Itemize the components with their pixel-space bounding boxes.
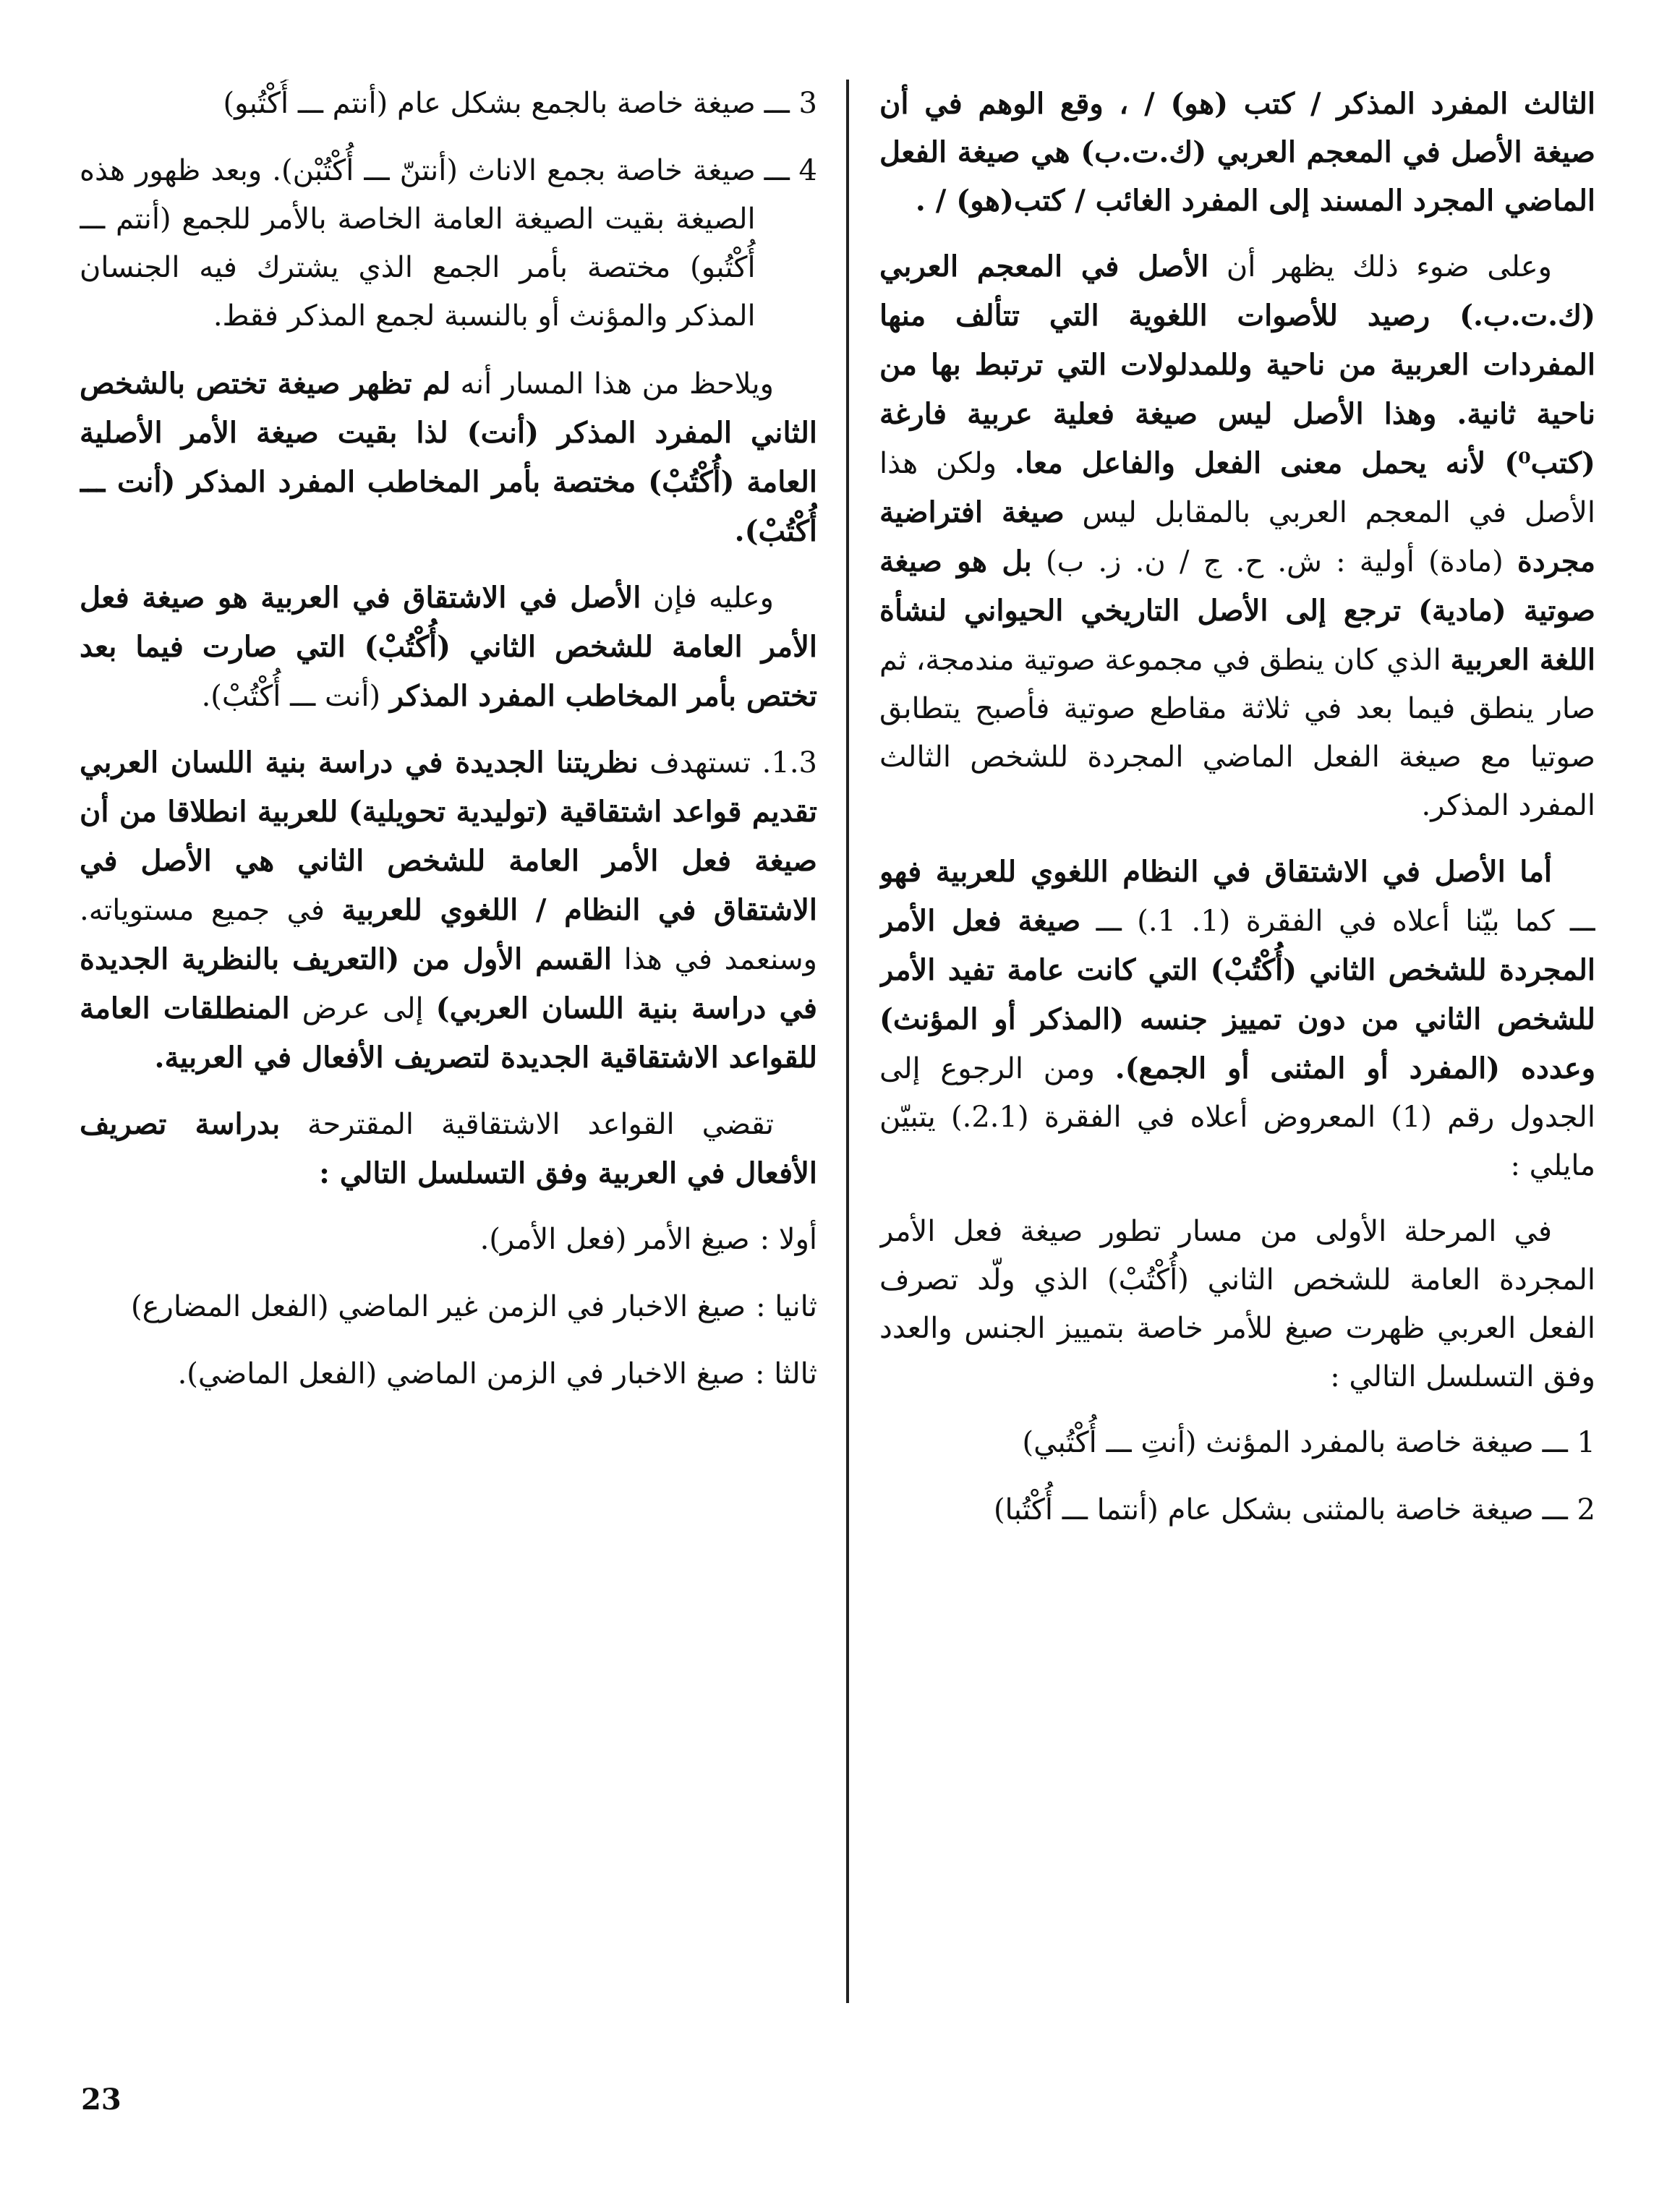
step-text: صيغ الاخبار في الزمن الماضي (الفعل الماضي). xyxy=(177,1357,746,1391)
step-label: ثالثا : xyxy=(755,1357,817,1391)
text-run-bold: القسم الأول من (التعريف بالنظرية الجديدة في دراسة بنية اللسان العربي) xyxy=(80,942,817,1025)
step-item xyxy=(80,1283,817,1331)
text-run: تقضي القواعد الاشتقاقية المقترحة xyxy=(280,1108,774,1141)
list-item-text: صيغة خاصة بالمفرد المؤنث (أنتِ ـــ أُكْتُبي) xyxy=(1022,1426,1534,1459)
list-item xyxy=(80,80,817,128)
step-item xyxy=(80,1350,817,1399)
paragraph xyxy=(879,847,1595,1190)
list-item xyxy=(879,1419,1595,1467)
text-run: الذي كان ينطق في مجموعة صوتية مندمجة، ثم صار ينطق فيما بعد في ثلاثة مقاطع صوتية فأصبح يتطابق صوتيا مع صيغة الفعل الماضي المجردة للشخص الثالث المفرد المذكر. xyxy=(879,644,1595,822)
text-run-bold: بل هو صيغة صوتية (مادية) ترجع إلى الأصل التاريخي الحيواني لنشأة اللغة العربية xyxy=(879,545,1595,677)
list-item-number: 4 ـــ xyxy=(764,154,817,187)
paragraph xyxy=(80,1100,817,1198)
text-run-bold: نظريتنا الجديدة في دراسة بنية اللسان العربي تقديم قواعد اشتقاقية (توليدية تحويلية) للعربية انطلاقا من أن صيغة فعل الأمر العامة للشخص الثاني هي الأصل في الاشتقاق في النظام / اللغوي للعربية xyxy=(80,746,817,927)
step-text: صيغ الاخبار في الزمن غير الماضي (الفعل المضارع) xyxy=(131,1290,746,1323)
paragraph: في المرحلة الأولى من مسار تطور صيغة فعل الأمر المجردة العامة للشخص الثاني (أُكْتُبْ) الذي ولّد تصرف الفعل العربي ظهرت صيغ للأمر خاصة بتمييز الجنس والعدد وفق التسلسل التالي : xyxy=(879,1215,1595,1393)
text-run: ومن الرجوع إلى الجدول رقم (1) المعروض أعلاه في الفقرة (2.1.) يتبيّن مايلي : xyxy=(879,1052,1595,1182)
right-column xyxy=(879,80,1595,2032)
text-run: وعليه فإن xyxy=(641,581,774,615)
text-run: ـــ كما بيّنا أعلاه في الفقرة (1. 1.) ـــ xyxy=(1080,905,1595,938)
text-run: (أنت ـــ أُكْتُبْ). xyxy=(201,680,390,713)
step-label: ثانيا : xyxy=(756,1290,817,1323)
list-item xyxy=(80,147,817,341)
paragraph xyxy=(80,573,817,721)
list-item-number: 1 ـــ xyxy=(1542,1426,1595,1459)
text-run: ويلاحظ من هذا المسار أنه xyxy=(451,367,775,401)
text-run-bold: (ك.ت.ب.) رصيد للأصوات اللغوية التي تتألف منها المفردات العربية من ناحية وللمدلولات التي ترتبط بها من ناحية ثانية. وهذا الأصل ليس صيغة فعلية عربية فارغة (كتب⁰) لأنه يحمل معنى الفعل والفاعل معا. xyxy=(879,299,1595,480)
text-run-bold: صيغة افتراضية مجردة xyxy=(879,495,1595,578)
paragraph xyxy=(879,242,1595,830)
left-column xyxy=(80,80,817,2025)
step-item xyxy=(80,1216,817,1264)
text-run-bold: الأصل في الاشتقاق في العربية هو صيغة فعل الأمر العامة للشخص الثاني (أُكْتُبْ) التي صارت فيما بعد تختص بأمر المخاطب المفرد المذكر xyxy=(80,581,817,713)
list-item-text: صيغة خاصة بجمع الاناث (أنتنّ ـــ أُكْتُبْن). وبعد ظهور هذه الصيغة بقيت الصيغة العامة الخاصة بالأمر للجمع (أنتم ـــ أُكْتُبو) مختصة بأمر الجمع الذي يشترك فيه الجنسان المذكر والمؤنث أو بالنسبة لجمع المذكر فقط. xyxy=(80,154,756,333)
text-run: وعلى ضوء ذلك يظهر أن xyxy=(1208,250,1552,283)
section-paragraph xyxy=(80,738,817,1083)
text-run-bold: أما الأصل في الاشتقاق في النظام اللغوي للعربية فهو xyxy=(879,855,1552,889)
list-item-text: صيغة خاصة بالمثنى بشكل عام (أنتما ـــ أُكْتُبا) xyxy=(993,1493,1534,1527)
list-item-number: 2 ـــ xyxy=(1542,1493,1595,1527)
text-run-bold: المنطلقات العامة للقواعد الاشتقاقية الجديدة لتصريف الأفعال في العربية. xyxy=(80,991,817,1075)
text-run-bold: الأصل في المعجم العربي xyxy=(879,249,1209,283)
text-run-bold: لم تظهر صيغة تختص بالشخص الثاني المفرد المذكر (أنت) لذا بقيت صيغة الأمر الأصلية العامة (أُكْتُبْ) مختصة بأمر المخاطب المفرد المذكر (أنت ـــ أُكْتُبْ). xyxy=(80,367,817,548)
text-run: 1.3. تستهدف xyxy=(638,746,817,780)
step-label: أولا : xyxy=(759,1223,817,1256)
paragraph: الثالث المفرد المذكر / كتب (هو) / ، وقع الوهم في أن صيغة الأصل في المعجم العربي (ك.ت.ب) هي صيغة الفعل الماضي المجرد المسند إلى المفرد الغائب / كتب(هو) / . xyxy=(879,87,1595,218)
step-text: صيغ الأمر (فعل الأمر). xyxy=(479,1223,750,1256)
text-run-bold: بدراسة تصريف الأفعال في العربية وفق التسلسل التالي : xyxy=(80,1107,817,1190)
list-item-number: 3 ـــ xyxy=(764,87,817,120)
text-run: ولكن هذا الأصل في المعجم العربي بالمقابل ليس xyxy=(879,447,1595,529)
text-run: (مادة) أولية : ش. ح. ج / ن. ز. ب) xyxy=(1031,545,1517,578)
text-run: إلى عرض xyxy=(289,992,436,1025)
list-item xyxy=(879,1486,1595,1534)
text-run-bold: صيغة فعل الأمر المجردة للشخص الثاني (أُكْتُبْ) التي كانت عامة تفيد الأمر للشخص الثاني من دون تمييز جنسه (المذكر أو المؤنث) وعدده (المفرد أو المثنى أو الجمع). xyxy=(879,904,1595,1085)
text-run: في جميع مستوياته. وسنعمد في هذا xyxy=(80,894,817,976)
column-divider xyxy=(846,80,849,2003)
list-item-text: صيغة خاصة بالجمع بشكل عام (أنتم ـــ أُكْتُبو) xyxy=(223,87,756,120)
paragraph xyxy=(80,359,817,556)
page-number: 23 xyxy=(81,2083,121,2117)
